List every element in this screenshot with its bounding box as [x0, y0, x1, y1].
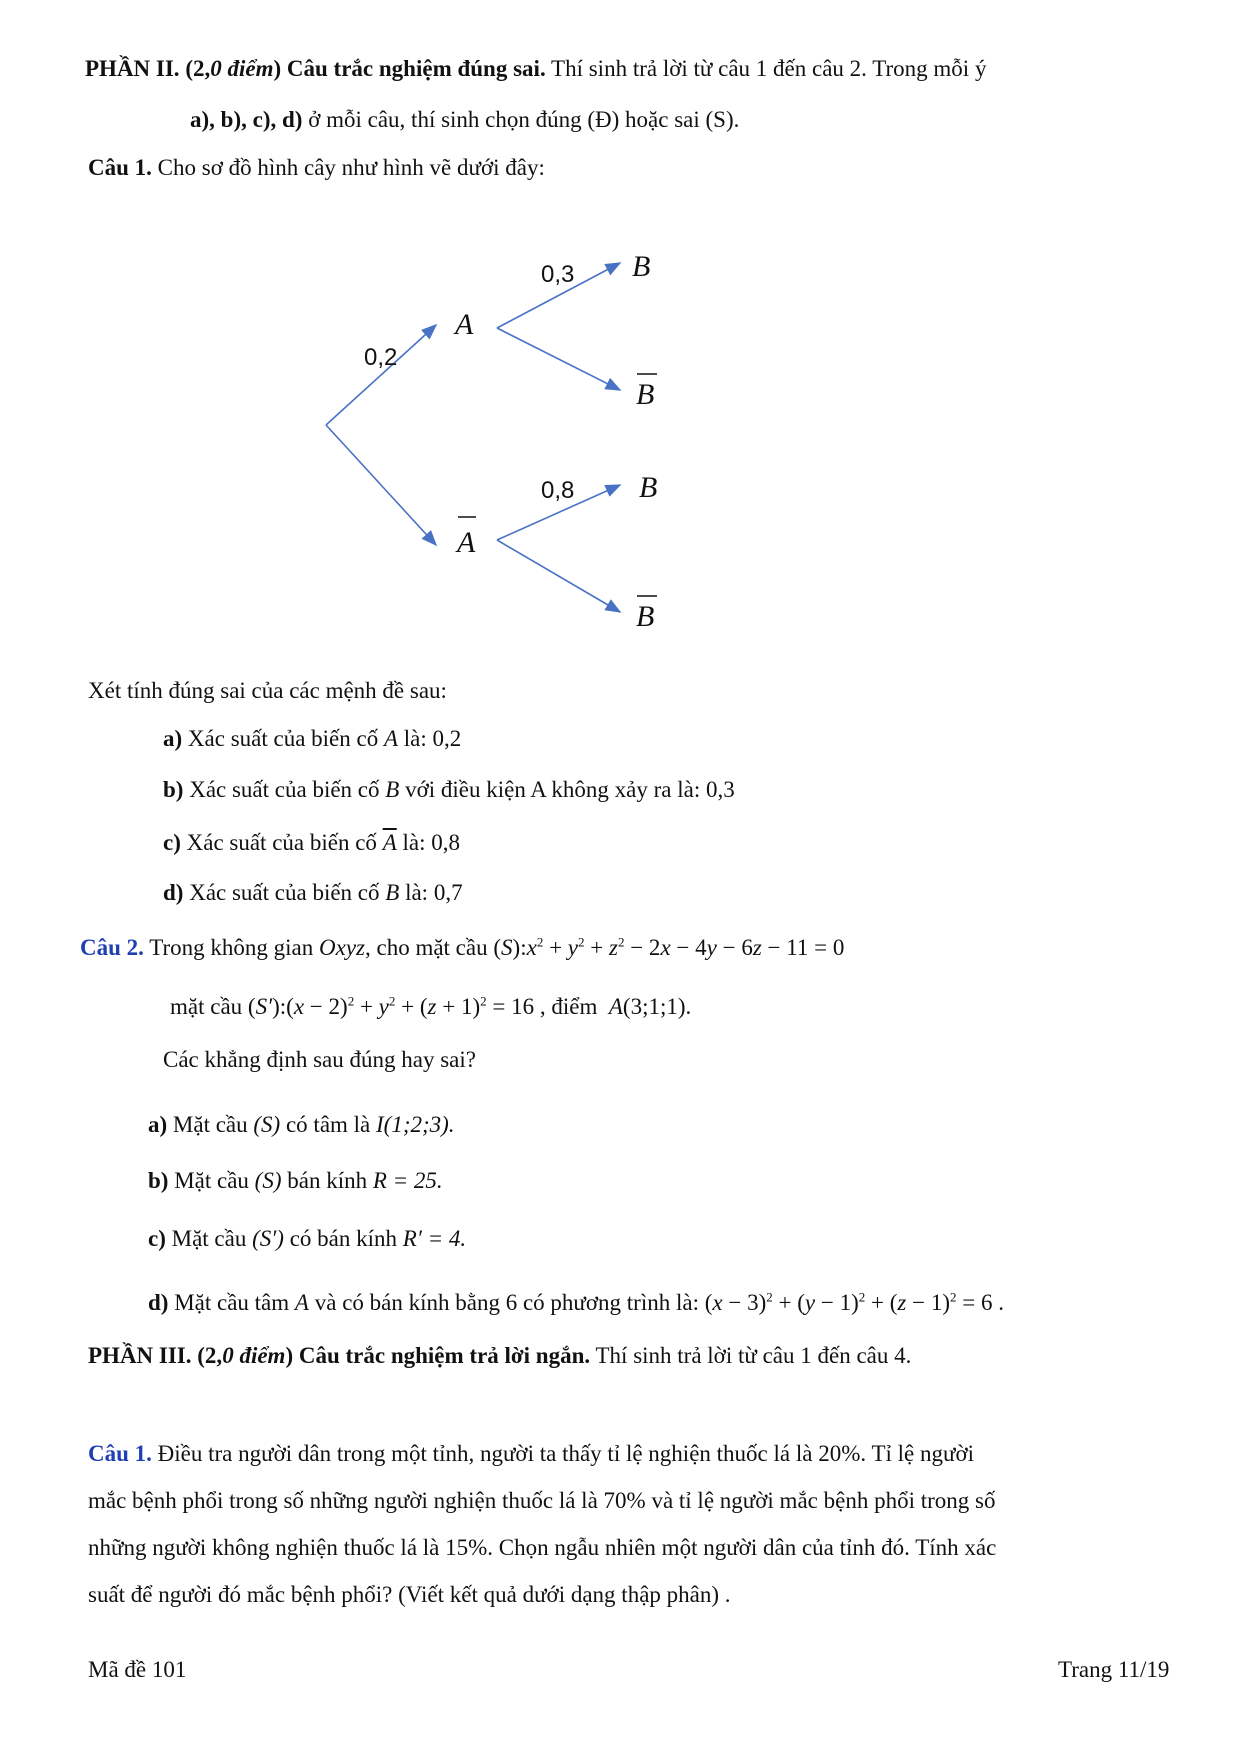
- q1-prompt: Xét tính đúng sai của các mệnh đề sau:: [88, 678, 447, 703]
- q1-item-a-math: A: [383, 726, 399, 751]
- part3-title: PHẦN III.: [88, 1343, 192, 1368]
- q1-item-c-math: $\overline{A}$: [382, 830, 397, 855]
- part3-points: 0 điểm: [222, 1343, 286, 1368]
- prob-B-given-A: 0,3: [541, 261, 575, 288]
- q1-item-a: [163, 724, 461, 754]
- node-notB-top: B: [636, 378, 655, 411]
- node-B-top: B: [632, 250, 651, 283]
- q2-item-d-post: và có bán kính bằng 6 có phương trình là:: [314, 1290, 699, 1315]
- q2-item-c-key: c): [148, 1226, 166, 1251]
- q2-item-b-sphere: (S): [254, 1168, 282, 1193]
- q2-item-d-key: d): [148, 1290, 169, 1315]
- part3-header: [88, 1341, 911, 1371]
- part2-points-open: (2,: [185, 56, 211, 81]
- q2-space: Oxyz: [319, 935, 365, 960]
- q2-item-c-post: có bán kính: [289, 1226, 398, 1251]
- q1-item-b-post: với điều kiện A không xảy ra là:: [405, 777, 701, 802]
- q2-point-A: A(3;1;1).: [608, 994, 692, 1019]
- q2-label: Câu 2.: [80, 935, 144, 960]
- p3q1-label: Câu 1.: [88, 1441, 152, 1466]
- node-notA: A: [457, 526, 476, 559]
- q2-item-c-sphere: (S′): [252, 1226, 284, 1251]
- part3-points-open: (2,: [197, 1343, 223, 1368]
- q2-item-b-post: bán kính: [287, 1168, 368, 1193]
- p3q1-line-3: những người không nghiện thuốc lá là 15%. Chọn ngẫu nhiên một người dân của tỉnh đó. Tính xác: [88, 1535, 997, 1560]
- part2-type: Câu trắc nghiệm đúng sai.: [286, 56, 546, 81]
- part2-title: PHẦN II.: [85, 56, 180, 81]
- q1-item-a-text: Xác suất của biến cố: [187, 726, 379, 751]
- q2-item-a-sphere: (S): [253, 1112, 281, 1137]
- node-notB-bottom: B: [636, 600, 655, 633]
- q1-item-d: [163, 878, 463, 908]
- q1-item-d-text: Xác suất của biến cố: [189, 880, 380, 905]
- part2-options: a), b), c), d): [190, 107, 303, 132]
- q2-item-a-text: Mặt cầu: [172, 1112, 248, 1137]
- q2-line2-pre: mặt cầu: [170, 994, 243, 1019]
- q1-item-d-key: d): [163, 880, 184, 905]
- prob-B-given-notA: 0,8: [541, 477, 575, 504]
- q1-item-d-post: là:: [405, 880, 429, 905]
- q2-item-b-math: R = 25.: [372, 1168, 443, 1193]
- footer-page-number: Trang 11/19: [1058, 1657, 1170, 1682]
- q1-item-c-key: c): [163, 830, 181, 855]
- q1-item-b: [163, 775, 735, 805]
- footer-exam-code: Mã đề 101: [88, 1657, 187, 1682]
- part2-instructions: Thí sinh trả lời từ câu 1 đến câu 2. Trong mỗi ý: [551, 56, 987, 81]
- q1-label: Câu 1.: [88, 155, 152, 180]
- p3q1-text-1: Điều tra người dân trong một tỉnh, người ta thấy tỉ lệ nghiện thuốc lá là 20%. Tỉ lệ người: [157, 1441, 974, 1466]
- q2-item-a-post: có tâm là: [285, 1112, 371, 1137]
- prob-A: 0,2: [364, 344, 398, 371]
- q1-item-d-value: 0,7: [433, 880, 463, 905]
- q2-prompt: Các khẳng định sau đúng hay sai?: [163, 1047, 476, 1072]
- q2-item-c-math: R′ = 4.: [402, 1226, 467, 1251]
- q1-item-d-math: B: [385, 880, 400, 905]
- q1-item-b-value: 0,3: [705, 777, 735, 802]
- q2-item-d-equation: $(x - 3)^2 + (y - 1)^2 + (z - 1)^2 = 6$ .: [704, 1289, 1004, 1315]
- q2-item-b: [148, 1166, 443, 1196]
- p3q1-line-2: mắc bệnh phổi trong số những người nghiện thuốc lá là 70% và tỉ lệ người mắc bệnh phổi trong số: [88, 1488, 996, 1513]
- q1-item-a-post: là:: [403, 726, 427, 751]
- part2-instructions-rest: ở mỗi câu, thí sinh chọn đúng (Đ) hoặc sai (S).: [308, 107, 740, 132]
- q1-item-b-text: Xác suất của biến cố: [189, 777, 380, 802]
- q2-line-2: [170, 992, 691, 1022]
- q1-item-c-value: 0,8: [431, 830, 460, 855]
- q2-item-a-math: I(1;2;3).: [376, 1112, 455, 1137]
- q2-item-d: [148, 1288, 1004, 1318]
- part3-instructions: Thí sinh trả lời từ câu 1 đến câu 4.: [595, 1343, 912, 1368]
- q1-item-b-key: b): [163, 777, 184, 802]
- q2-item-b-key: b): [148, 1168, 169, 1193]
- q2-sphere-S2-equation: (S′):(x − $2)^2 + y^2 + (z + 1)^2 = 16$: [247, 993, 535, 1019]
- q2-line2-mid: , điểm: [539, 994, 598, 1019]
- q1-item-c: [163, 828, 460, 858]
- q2-header: [80, 933, 844, 963]
- p3q1-line-4: suất để người đó mắc bệnh phổi? (Viết kết quả dưới dạng thập phân) .: [88, 1582, 731, 1607]
- p3q1-line-1: [88, 1439, 974, 1469]
- part3-type: Câu trắc nghiệm trả lời ngắn.: [298, 1343, 591, 1368]
- node-A: A: [455, 308, 474, 341]
- q2-text-2: , cho mặt cầu: [364, 935, 488, 960]
- q2-item-a-key: a): [148, 1112, 168, 1137]
- q2-item-a: [148, 1110, 455, 1140]
- branch-A-notB: [497, 328, 620, 390]
- part3-points-close: ): [285, 1343, 294, 1368]
- part2-points: 0 điểm: [210, 56, 274, 81]
- q2-sphere-S-equation: $(S):x^2 + y^2 + z^2 - 2x - 4y - 6z - 11 = 0$: [493, 934, 845, 960]
- probability-tree-diagram: [0, 0, 1241, 700]
- q2-item-c: [148, 1224, 466, 1254]
- branch-root-notA: [326, 425, 436, 545]
- q1-text: Cho sơ đồ hình cây như hình vẽ dưới đây:: [157, 155, 545, 180]
- q1-item-c-post: là:: [402, 830, 426, 855]
- q2-item-d-text: Mặt cầu tâm: [174, 1290, 290, 1315]
- q1-item-b-math: B: [385, 777, 400, 802]
- q2-item-c-text: Mặt cầu: [171, 1226, 247, 1251]
- q1-item-a-key: a): [163, 726, 183, 751]
- branch-notA-notB: [497, 540, 620, 612]
- branch-root-A: [326, 325, 436, 425]
- part2-points-close: ): [273, 56, 282, 81]
- q1-item-c-text: Xác suất của biến cố: [186, 830, 377, 855]
- node-B-bottom: B: [639, 471, 658, 504]
- q1-item-a-value: 0,2: [432, 726, 462, 751]
- q2-item-d-center: A: [294, 1290, 309, 1315]
- q2-item-b-text: Mặt cầu: [174, 1168, 249, 1193]
- q2-text: Trong không gian: [149, 935, 314, 960]
